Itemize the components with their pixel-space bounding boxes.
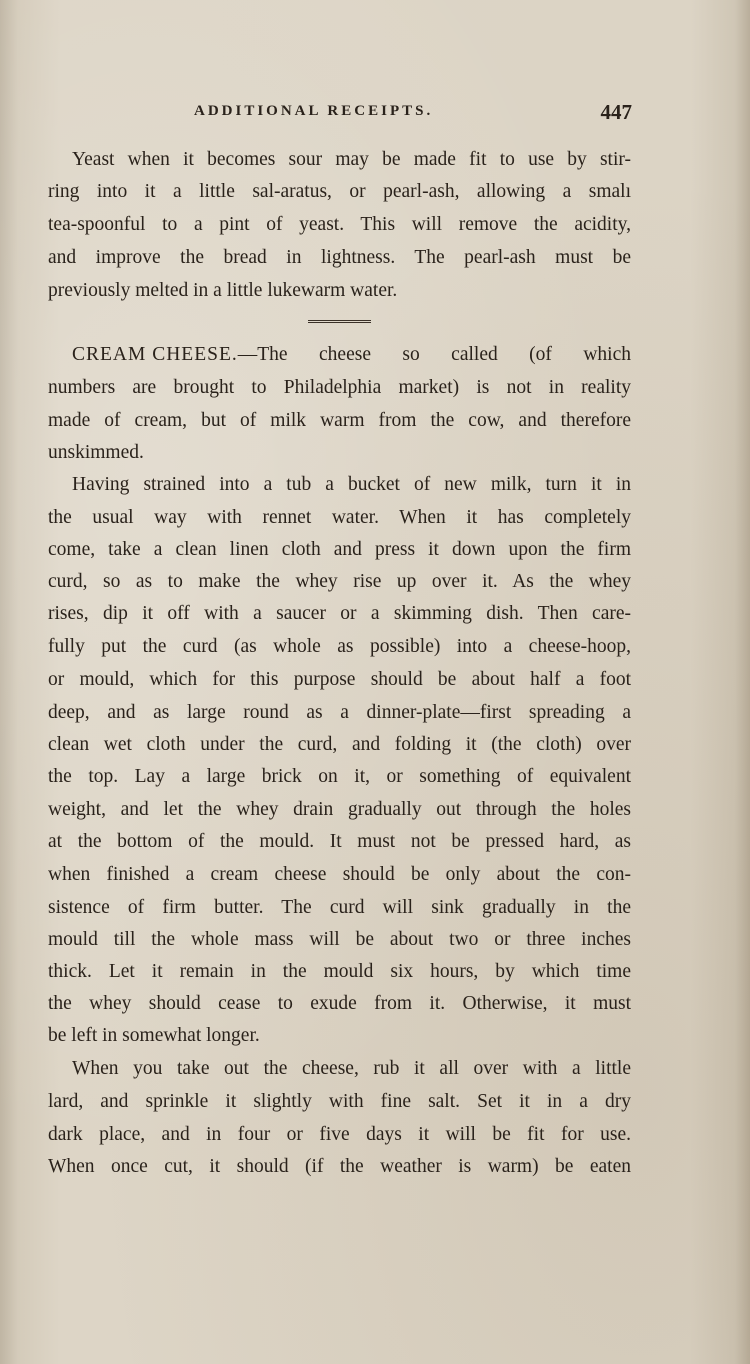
running-header [48, 100, 632, 128]
text-line: thick. Let it remain in the mould six hours, by which time [48, 961, 631, 982]
text-line: tea-spoonful to a pint of yeast. This will remove the acidity, [48, 214, 631, 235]
text-line: —The cheese so called (of which [237, 344, 631, 365]
text-line: or mould, which for this purpose should be about half a foot [48, 669, 631, 690]
text-line: be left in somewhat longer. [48, 1025, 260, 1046]
text-line: when finished a cream cheese should be only about the con- [48, 864, 631, 885]
text-line: made of cream, but of milk warm from the cow, and therefore [48, 410, 631, 431]
text-line: the usual way with rennet water. When it has completely [48, 507, 631, 528]
text-line: and improve the bread in lightness. The pearl-ash must be [48, 247, 631, 268]
text-line: When you take out the cheese, rub it all over with a little [72, 1058, 631, 1079]
text-line: rises, dip it off with a saucer or a skimming dish. Then care- [48, 603, 631, 624]
text-line: sistence of firm butter. The curd will sink gradually in the [48, 897, 631, 918]
heading-line [72, 345, 631, 365]
text-line: Yeast when it becomes sour may be made fit to use by stir- [72, 149, 631, 170]
text-line: Having strained into a tub a bucket of new milk, turn it in [72, 474, 631, 495]
text-line: weight, and let the whey drain gradually out through the holes [48, 799, 631, 820]
text-line: the whey should cease to exude from it. Otherwise, it must [48, 993, 631, 1014]
text-line: come, take a clean linen cloth and press it down upon the firm [48, 539, 631, 560]
text-line: previously melted in a little lukewarm water. [48, 280, 398, 301]
page-number: 447 [600, 100, 632, 124]
section-divider [308, 320, 371, 323]
header-title: ADDITIONAL RECEIPTS. [194, 103, 434, 119]
text-line: ring into it a little sal-aratus, or pearl-ash, allowing a smalı [48, 181, 631, 202]
text-line: numbers are brought to Philadelphia market) is not in reality [48, 377, 631, 398]
text-line: lard, and sprinkle it slightly with fine salt. Set it in a dry [48, 1091, 631, 1112]
text-line: at the bottom of the mould. It must not be pressed hard, as [48, 831, 631, 852]
text-line: curd, so as to make the whey rise up over it. As the whey [48, 571, 631, 592]
section-heading: CREAM CHEESE. [72, 344, 238, 365]
text-line: unskimmed. [48, 442, 144, 463]
text-line: deep, and as large round as a dinner-plate—first spreading a [48, 702, 631, 723]
text-line: dark place, and in four or five days it will be fit for use. [48, 1124, 631, 1145]
text-line: fully put the curd (as whole as possible) into a cheese-hoop, [48, 636, 631, 657]
text-line: the top. Lay a large brick on it, or something of equivalent [48, 766, 631, 787]
text-line: clean wet cloth under the curd, and folding it (the cloth) over [48, 734, 631, 755]
text-line: When once cut, it should (if the weather is warm) be eaten [48, 1156, 631, 1177]
text-line: mould till the whole mass will be about two or three inches [48, 929, 631, 950]
